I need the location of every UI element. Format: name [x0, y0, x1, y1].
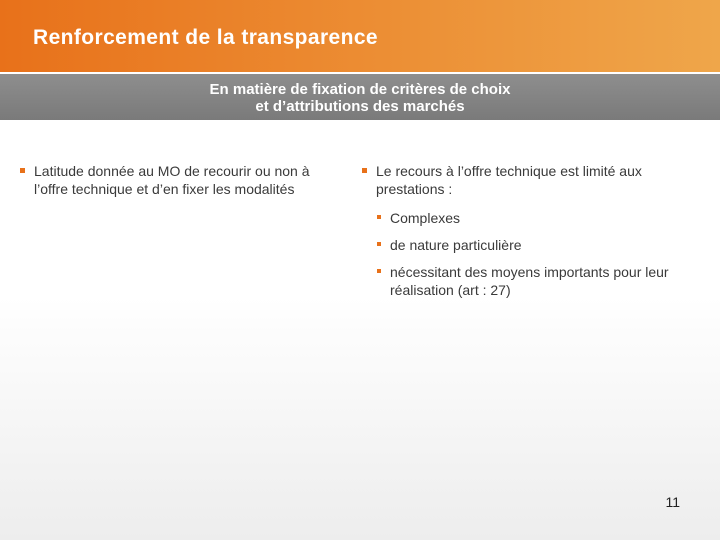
slide-title: Renforcement de la transparence	[33, 26, 379, 49]
square-bullet-icon	[20, 168, 25, 173]
sub-list	[377, 209, 702, 299]
list-item-text: Le recours à l’offre technique est limité aux prestations :	[376, 163, 642, 197]
list-item-text: Latitude donnée au MO de recourir ou non à l’offre technique et d’en fixer les modalités	[34, 163, 310, 197]
subtitle-bar	[0, 72, 720, 120]
left-column	[20, 162, 320, 198]
subtitle-line-1: En matière de fixation de critères de choix	[209, 81, 511, 98]
sub-list-item	[377, 236, 702, 254]
sub-list-item-text: Complexes	[390, 210, 461, 226]
square-bullet-icon	[362, 168, 367, 173]
slide-subtitle	[0, 81, 720, 115]
square-bullet-icon	[377, 269, 381, 273]
sub-list-item-text: nécessitant des moyens importants pour leur réalisation (art : 27)	[390, 264, 669, 298]
sub-list-item	[377, 209, 702, 227]
page-number: 11	[665, 494, 680, 510]
sub-list-item-text: de nature particulière	[390, 237, 522, 253]
square-bullet-icon	[377, 242, 381, 246]
list-item	[20, 162, 320, 198]
sub-list-item	[377, 263, 702, 299]
square-bullet-icon	[377, 215, 381, 219]
list-item	[362, 162, 702, 198]
title-bar	[0, 0, 720, 72]
subtitle-line-2: et d’attributions des marchés	[255, 98, 465, 115]
right-column	[362, 162, 702, 308]
